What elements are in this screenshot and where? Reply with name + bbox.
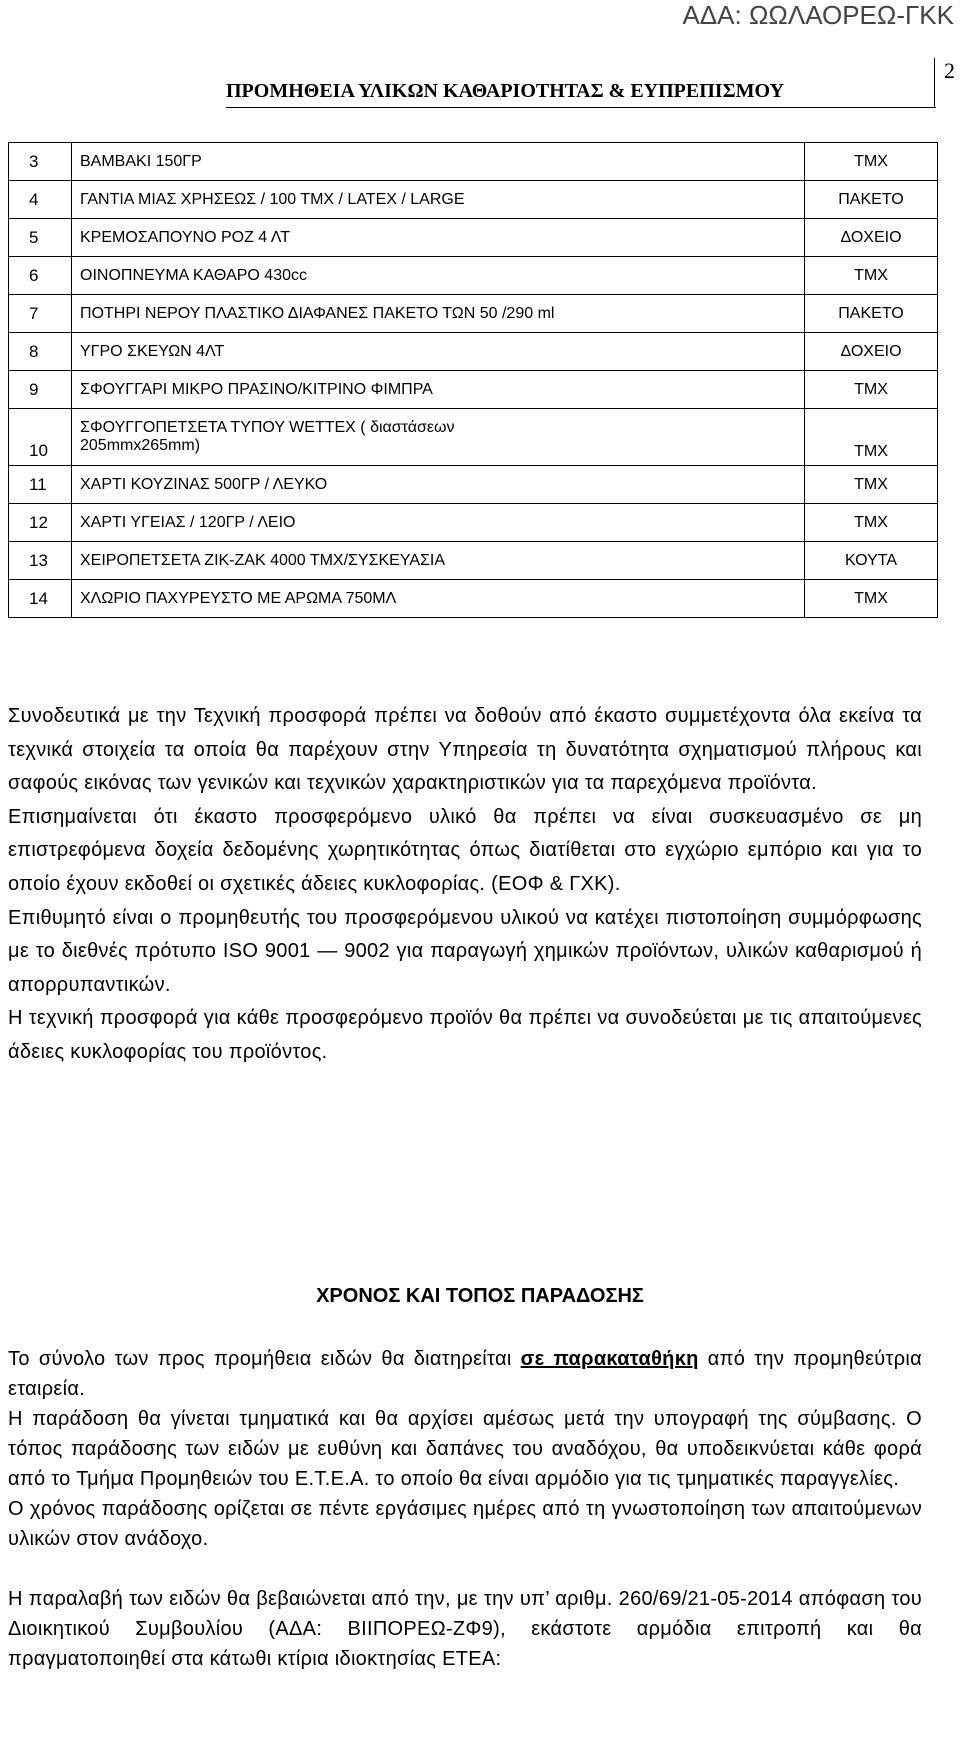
- item-unit: ΔΟΧΕΙΟ: [805, 219, 938, 257]
- item-description: ΟΙΝΟΠΝΕΥΜΑ ΚΑΘΑΡΟ 430cc: [72, 257, 805, 295]
- item-unit: ΚΟΥΤΑ: [805, 542, 938, 580]
- table-row: [9, 466, 938, 504]
- item-unit: ΠΑΚΕΤΟ: [805, 295, 938, 333]
- header-rule: [226, 107, 936, 108]
- item-unit: ΤΜΧ: [805, 143, 938, 181]
- text-run: Το σύνολο των προς προμήθεια ειδών θα διατηρείται: [8, 1348, 521, 1370]
- items-table: [8, 142, 938, 618]
- item-unit: ΤΜΧ: [805, 371, 938, 409]
- item-description: ΒΑΜΒΑΚΙ 150ΓΡ: [72, 143, 805, 181]
- table-row: [9, 542, 938, 580]
- item-number: 12: [9, 504, 72, 542]
- table-row: [9, 143, 938, 181]
- paragraph: Συνοδευτικά με την Τεχνική προσφορά πρέπει να δοθούν από έκαστο συμμετέχοντα όλα εκείνα τα τεχνικά στοιχεία τα οποία θα παρέχουν στην Υπηρεσία τη δυνατότητα σχηματισμού πλήρους και σαφούς εικόνας των γενικών και τεχνικών χαρακτηριστικών για τα παρεχόμενα προϊόντα.: [8, 705, 922, 795]
- item-unit: ΤΜΧ: [805, 466, 938, 504]
- item-description-line: ΣΦΟΥΓΓΟΠΕΤΣΕΤΑ ΤΥΠΟΥ WETTEX ( διαστάσεων: [80, 419, 455, 436]
- item-number: 11: [9, 466, 72, 504]
- item-description: ΣΦΟΥΓΓΑΡΙ ΜΙΚΡΟ ΠΡΑΣΙΝΟ/ΚΙΤΡΙΝΟ ΦΙΜΠΡΑ: [72, 371, 805, 409]
- table-row: [9, 504, 938, 542]
- paragraph: Η τεχνική προσφορά για κάθε προσφερόμενο προϊόν θα πρέπει να συνοδεύεται με τις απαιτούμενες άδειες κυκλοφορίας του προϊόντος.: [8, 1007, 922, 1063]
- page-header: [0, 58, 960, 108]
- item-number: 6: [9, 257, 72, 295]
- item-description: ΧΑΡΤΙ ΥΓΕΙΑΣ / 120ΓΡ / ΛΕΙΟ: [72, 504, 805, 542]
- item-description-line: 205mmx265mm): [80, 437, 201, 454]
- item-description: ΧΑΡΤΙ ΚΟΥΖΙΝΑΣ 500ΓΡ / ΛΕΥΚΟ: [72, 466, 805, 504]
- item-number: 5: [9, 219, 72, 257]
- emphasis-text: σε παρακαταθήκη: [520, 1348, 699, 1370]
- item-description: ΓΑΝΤΙΑ ΜΙΑΣ ΧΡΗΣΕΩΣ / 100 ΤΜΧ / LATEX / LARGE: [72, 181, 805, 219]
- item-number: 10: [9, 409, 72, 466]
- paragraph: Η παράδοση θα γίνεται τμηματικά και θα αρχίσει αμέσως μετά την υπογραφή της σύμβασης. Ο τόπος παράδοσης των ειδών με ευθύνη και δαπάνες του αναδόχου, θα υποδεικνύεται κάθε φορά από το Τμήμα Προμηθειών του Ε.Τ.Ε.Α. το οποίο θα είναι αρμόδιο για τις τμηματικές παραγγελίες.: [8, 1408, 922, 1490]
- item-description: ΚΡΕΜΟΣΑΠΟΥΝΟ ΡΟΖ 4 ΛΤ: [72, 219, 805, 257]
- item-number: 9: [9, 371, 72, 409]
- item-unit: ΠΑΚΕΤΟ: [805, 181, 938, 219]
- table-row: [9, 219, 938, 257]
- table-row: [9, 295, 938, 333]
- item-description: ΧΛΩΡΙΟ ΠΑΧΥΡΕΥΣΤΟ ΜΕ ΑΡΩΜΑ 750ΜΛ: [72, 580, 805, 618]
- item-number: 8: [9, 333, 72, 371]
- item-number: 7: [9, 295, 72, 333]
- item-number: 4: [9, 181, 72, 219]
- item-unit: ΤΜΧ: [805, 504, 938, 542]
- table-row: [9, 409, 938, 466]
- item-unit: ΤΜΧ: [805, 257, 938, 295]
- item-description: ΥΓΡΟ ΣΚΕΥΩΝ 4ΛΤ: [72, 333, 805, 371]
- item-number: 3: [9, 143, 72, 181]
- item-number: 14: [9, 580, 72, 618]
- ada-code: ΑΔΑ: ΩΩΛΑΟΡΕΩ-ΓΚΚ: [682, 0, 954, 30]
- section-title: ΧΡΟΝΟΣ ΚΑΙ ΤΟΠΟΣ ΠΑΡΑΔΟΣΗΣ: [316, 1285, 644, 1307]
- table-row: [9, 181, 938, 219]
- item-number: 13: [9, 542, 72, 580]
- paragraph: Επισημαίνεται ότι έκαστο προσφερόμενο υλικό θα πρέπει να είναι συσκευασμένο σε μη επιστρεφόμενα δοχεία δεδομένης χωρητικότητας όπως διατίθεται στο εγχώριο εμπόριο και για το οποίο έχουν εκδοθεί οι σχετικές άδειες κυκλοφορίας. (ΕΟΦ & ΓΧΚ).: [8, 805, 922, 895]
- table-row: [9, 257, 938, 295]
- item-description: [72, 409, 805, 466]
- text-run: από την προμηθεύτρια εταιρεία.: [8, 1348, 923, 1400]
- item-unit: ΤΜΧ: [805, 580, 938, 618]
- item-unit: ΔΟΧΕΙΟ: [805, 333, 938, 371]
- paragraph: Η παραλαβή των ειδών θα βεβαιώνεται από την, με την υπ’ αριθμ. 260/69/21-05-2014 απόφαση του Διοικητικού Συμβουλίου (ΑΔΑ: ΒΙΙΠΟΡΕΩ-ΖΦ9), εκάστοτε αρμόδια επιτροπή και θα πραγματοποιηθεί στα κάτωθι κτίρια ιδιοκτησίας ΕΤΕΑ:: [8, 1588, 922, 1670]
- table-row: [9, 333, 938, 371]
- item-unit: ΤΜΧ: [805, 409, 938, 466]
- technical-offer-section: [8, 700, 922, 1070]
- paragraph: Ο χρόνος παράδοσης ορίζεται σε πέντε εργάσιμες ημέρες από τη γνωστοποίηση των απαιτούμενων υλικών στον ανάδοχο.: [8, 1498, 922, 1550]
- table-row: [9, 580, 938, 618]
- item-description: ΧΕΙΡΟΠΕΤΣΕΤΑ ΖΙΚ-ΖΑΚ 4000 ΤΜΧ/ΣΥΣΚΕΥΑΣΙΑ: [72, 542, 805, 580]
- page-number: 2: [944, 58, 955, 83]
- delivery-section: [8, 1344, 922, 1674]
- item-description: ΠΟΤΗΡΙ ΝΕΡΟΥ ΠΛΑΣΤΙΚΟ ΔΙΑΦΑΝΕΣ ΠΑΚΕΤΟ ΤΩΝ 50 /290 ml: [72, 295, 805, 333]
- table-row: [9, 371, 938, 409]
- paragraph: Επιθυμητό είναι ο προμηθευτής του προσφερόμενου υλικού να κατέχει πιστοποίηση συμμόρφωσης με το διεθνές πρότυπο ISO 9001 — 9002 για παραγωγή χημικών προϊόντων, υλικών καθαρισμού ή απορρυπαντικών.: [8, 906, 922, 996]
- header-title: ΠΡΟΜΗΘΕΙΑ ΥΛΙΚΩΝ ΚΑΘΑΡΙΟΤΗΤΑΣ & ΕΥΠΡΕΠΙΣΜΟΥ: [226, 80, 785, 102]
- header-divider: [934, 58, 935, 108]
- paragraph: [8, 1344, 922, 1404]
